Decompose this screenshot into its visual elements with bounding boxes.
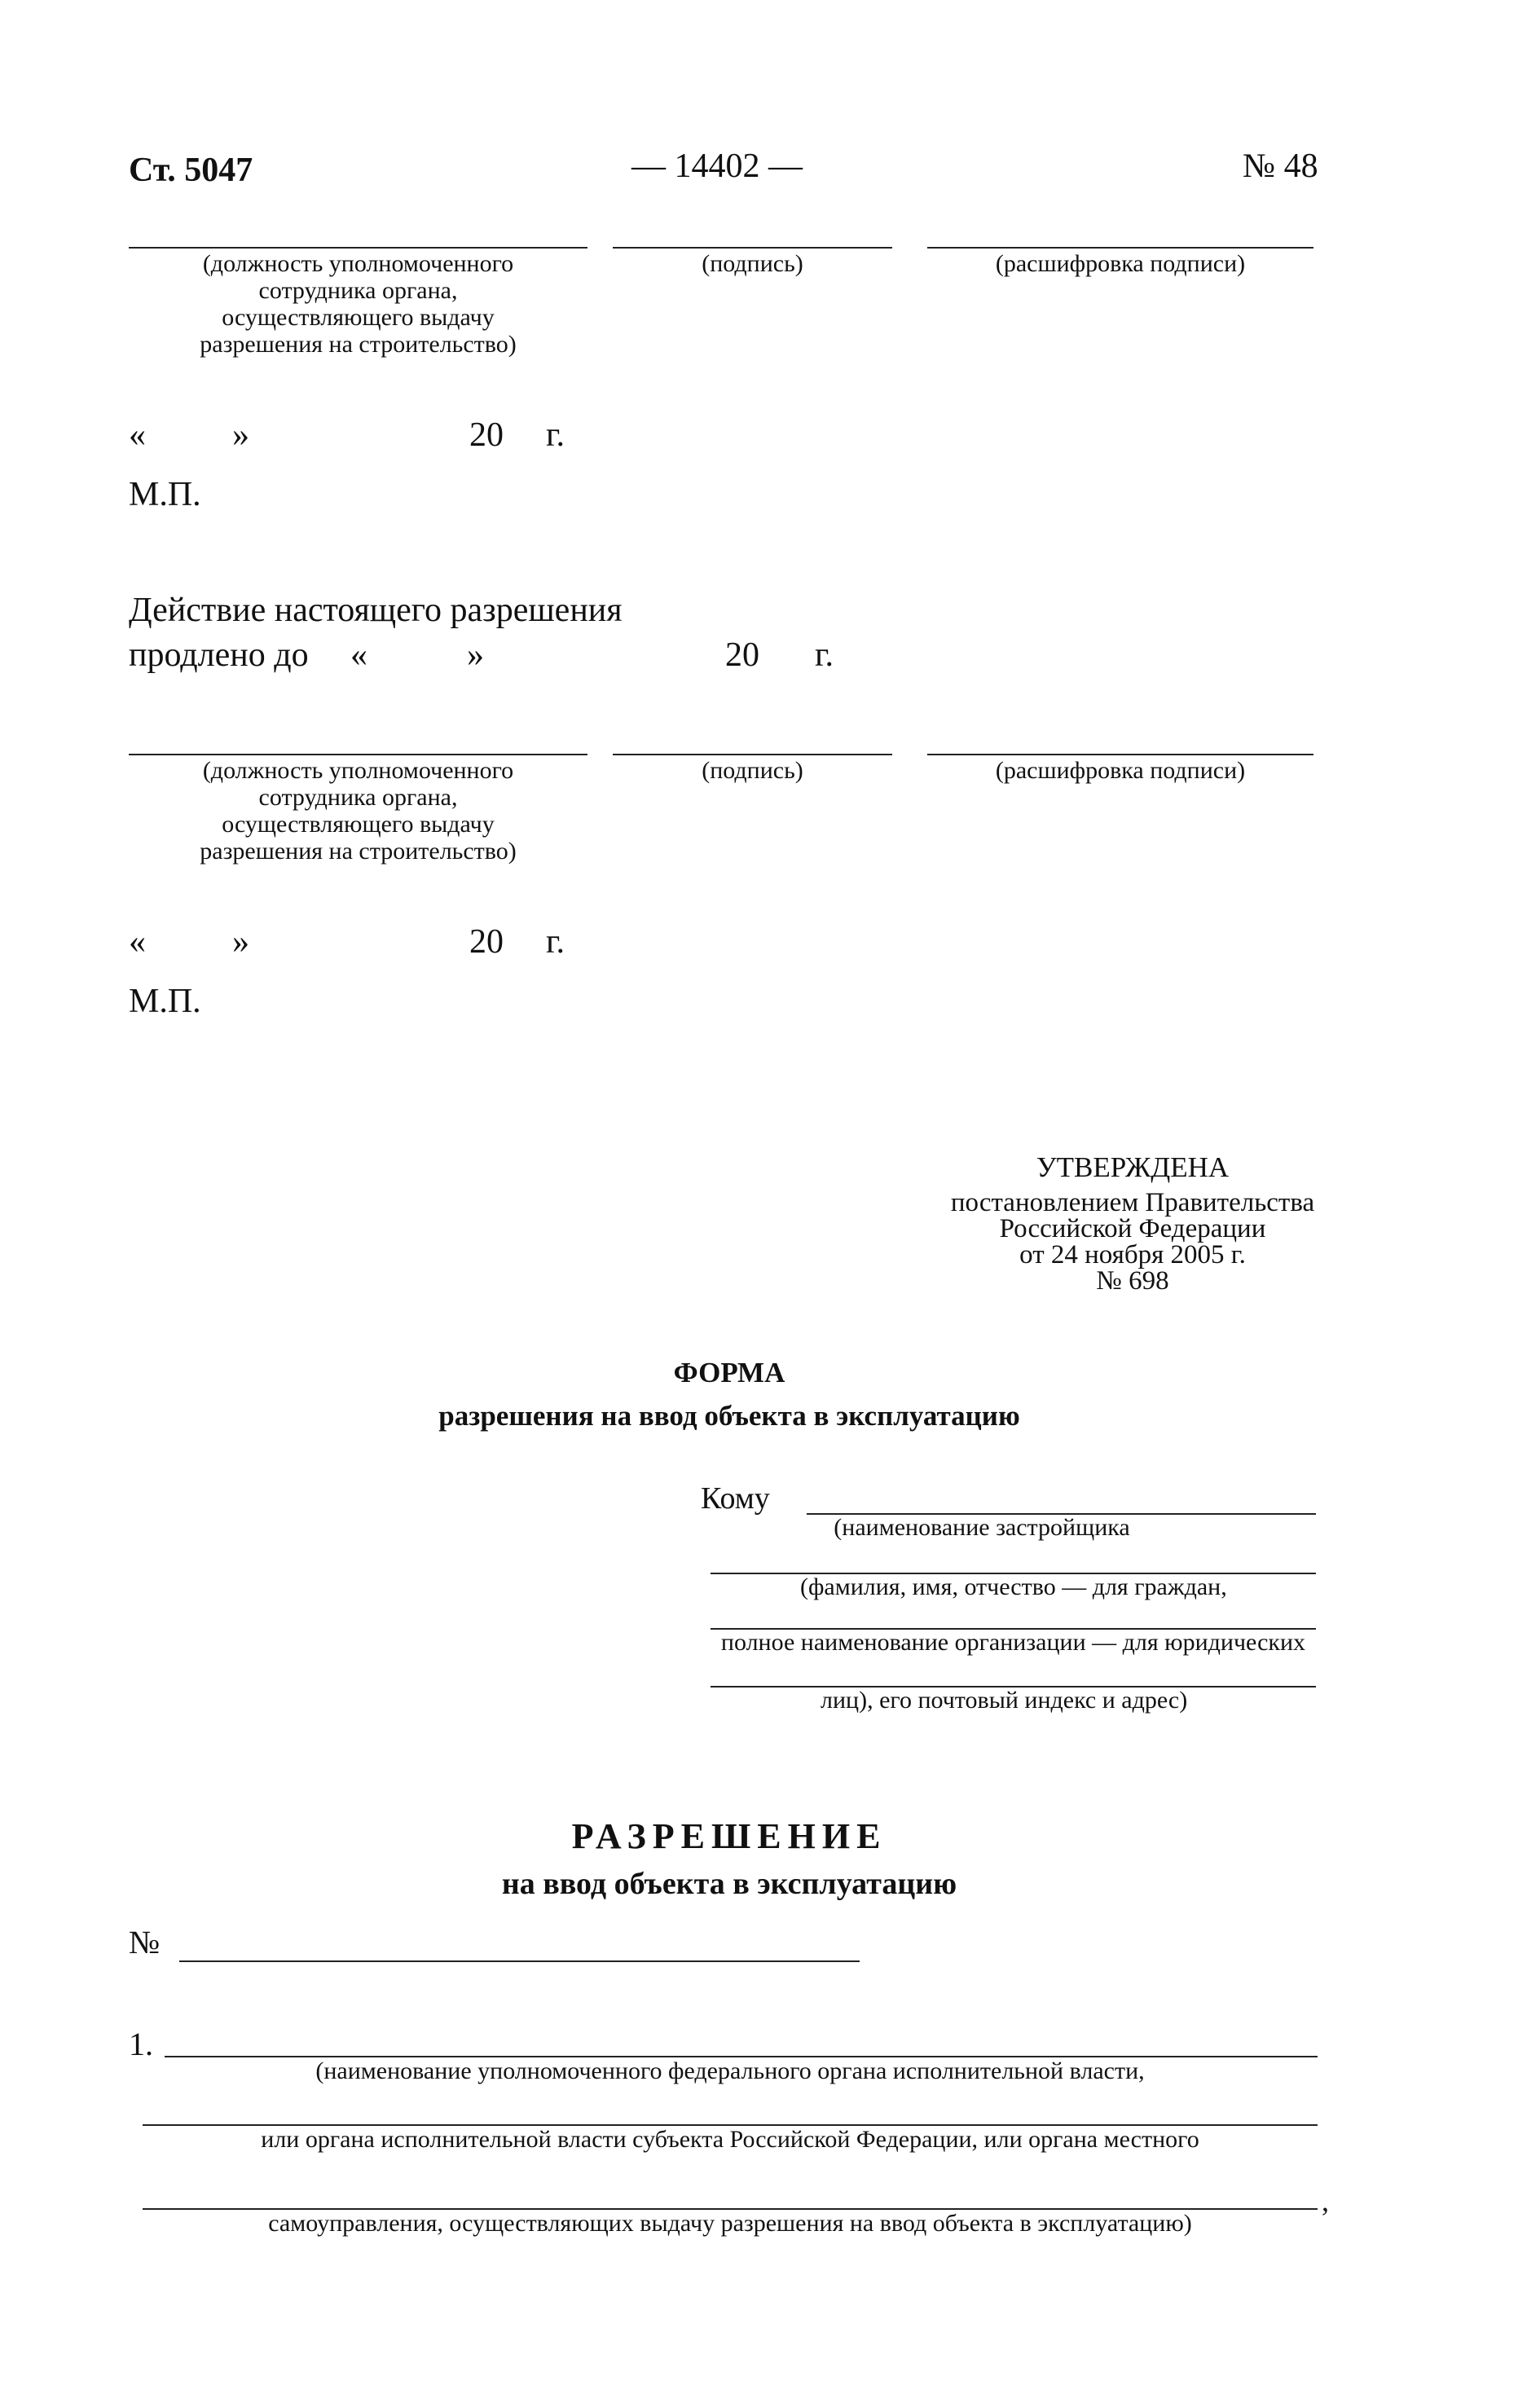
number-label: №: [129, 1924, 161, 1960]
close-quote: »: [232, 416, 249, 454]
open-quote: «: [129, 923, 146, 961]
approval-text: постановлением Правительства Российской Федерации от 24 ноября 2005 г. № 698: [950, 1188, 1315, 1296]
position-line: [129, 754, 587, 755]
decoding-line: [927, 247, 1313, 249]
item-caption: (наименование уполномоченного федерального органа исполнительной власти,: [315, 2057, 1145, 2084]
form-title: ФОРМА: [673, 1357, 785, 1388]
addressee-caption: полное наименование организации — для юридических: [720, 1629, 1306, 1656]
open-quote: «: [129, 416, 146, 454]
year-prefix: 20: [725, 636, 759, 674]
decoding-line: [927, 754, 1313, 755]
number-line: [179, 1960, 860, 1962]
extension-text: Действие настоящего разрешения: [129, 592, 623, 629]
position-caption: (должность уполномоченного сотрудника органа, осуществляющего выдачу разрешения на строительство): [200, 250, 517, 358]
issue-number: № 48: [1243, 147, 1318, 185]
permit-subtitle: на ввод объекта в эксплуатацию: [501, 1867, 957, 1901]
item-caption: самоуправления, осуществляющих выдачу разрешения на ввод объекта в эксплуатацию): [268, 2210, 1192, 2237]
addressee-caption: (фамилия, имя, отчество — для граждан,: [800, 1573, 1227, 1600]
open-quote: «: [350, 636, 367, 674]
extension-label: продлено до: [129, 636, 309, 674]
year-prefix: 20: [469, 923, 504, 961]
addressee-caption: (наименование застройщика: [834, 1514, 1130, 1541]
close-quote: »: [232, 923, 249, 961]
item-caption: или органа исполнительной власти субъекта Российской Федерации, или органа местного: [261, 2126, 1199, 2153]
signature-caption: (подпись): [702, 757, 803, 784]
year-prefix: 20: [469, 416, 504, 454]
form-subtitle: разрешения на ввод объекта в эксплуатацию: [438, 1400, 1020, 1432]
decoding-caption: (расшифровка подписи): [995, 250, 1246, 277]
page-number: — 14402 —: [631, 147, 803, 185]
permit-title: РАЗРЕШЕНИЕ: [571, 1816, 887, 1856]
addressee-label: Кому: [701, 1481, 770, 1516]
signature-caption: (подпись): [702, 250, 803, 277]
year-suffix: г.: [546, 416, 565, 454]
year-suffix: г.: [815, 636, 834, 674]
position-line: [129, 247, 587, 249]
trailing-comma: ,: [1322, 2185, 1329, 2217]
approval-title: УТВЕРЖДЕНА: [1036, 1151, 1230, 1183]
signature-line: [613, 754, 892, 755]
signature-line: [613, 247, 892, 249]
stamp-label: М.П.: [129, 476, 201, 513]
stamp-label: М.П.: [129, 983, 201, 1020]
page-article-number: Ст. 5047: [129, 152, 253, 189]
addressee-caption: лиц), его почтовый индекс и адрес): [821, 1687, 1188, 1714]
decoding-caption: (расшифровка подписи): [995, 757, 1246, 784]
position-caption: (должность уполномоченного сотрудника органа, осуществляющего выдачу разрешения на строительство): [200, 757, 517, 865]
close-quote: »: [467, 636, 484, 674]
item-number: 1.: [129, 2026, 153, 2062]
year-suffix: г.: [546, 923, 565, 961]
